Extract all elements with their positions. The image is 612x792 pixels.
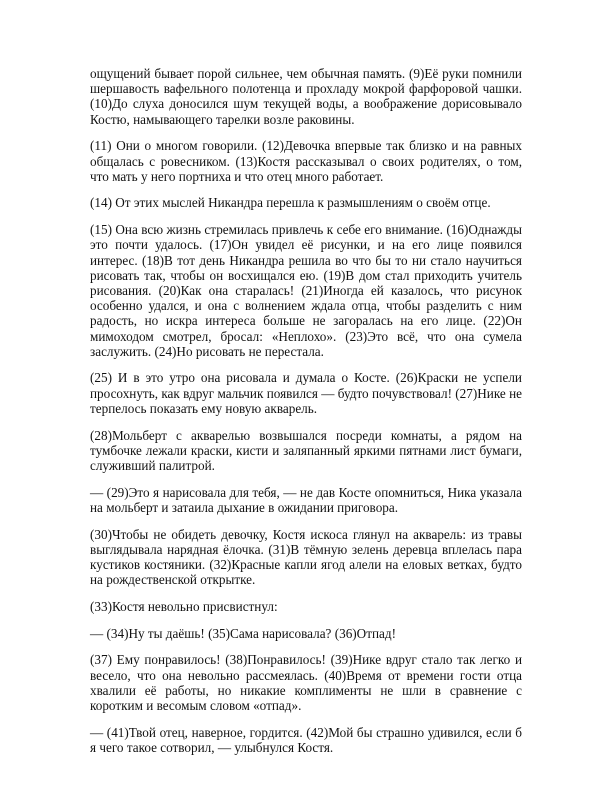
paragraph-11: (37) Ему понравилось! (38)Понравилось! (39)Нике вдруг стало так легко и весело, что она невольно рассмеялась. (40)Время от времени гости отца хвалили её работы, но никакие комплименты не шли в сравнение с коротким и весомым словом «отпад».: [90, 652, 522, 713]
paragraph-3: (14) От этих мыслей Никандра перешла к размышлениям о своём отце.: [90, 195, 491, 211]
paragraph-10: — (34)Ну ты даёшь! (35)Сама нарисовала? (36)Отпад!: [90, 625, 396, 641]
paragraph-8: (30)Чтобы не обидеть девочку, Костя искоса глянул на акварель: из травы выглядывала нарядная ёлочка. (31)В тёмную зелень деревца вплелась пара кустиков костяники. (32)Красные капли ягод алели на еловых ветках, будто на рождественской открытке.: [90, 526, 522, 588]
paragraph-2: (11) Они о многом говорили. (12)Девочка впервые так близко и на равных общалась с ровесником. (13)Костя рассказывал о своих родителях, о том, что мать у него портниха и что отец много работает.: [90, 138, 522, 184]
text-column: [90, 66, 522, 767]
paragraph-4: (15) Она всю жизнь стремилась привлечь к себе его внимание. (16)Однажды это почти удалось. (17)Он увидел её рисунки, и на его лице появился интерес. (18)В тот день Никандра решила во что бы то ни стало научиться рисовать так, чтобы он восхищался ею. (19)В дом стал приходить учитель рисования. (20)Как она старалась! (21)Иногда ей казалось, что рисунок особенно удался, и она с волнением ждала отца, чтобы разделить с ним радость, но искра интереса больше не загоралась на его лице. (22)Он мимоходом смотрел, бросал: «Неплохо». (23)Это всё, что она сумела заслужить. (24)Но рисовать не перестала.: [90, 222, 522, 359]
paragraph-6: (28)Мольберт с акварелью возвышался посреди комнаты, а рядом на тумбочке лежали краски, кисти и заляпанный яркими пятнами лист бумаги, служивший палитрой.: [90, 427, 522, 473]
paragraph-1: ощущений бывает порой сильнее, чем обычная память. (9)Её руки помнили шершавость вафельного полотенца и прохладу мокрой фарфоровой чашки. (10)До слуха доносился шум текущей воды, а воображение дорисовывало Костю, намывающего тарелки возле раковины.: [90, 66, 522, 127]
paragraph-12: — (41)Твой отец, наверное, гордится. (42)Мой бы страшно удивился, если б я чего такое сотворил, — улыбнулся Костя.: [90, 724, 522, 755]
paragraph-7: — (29)Это я нарисовала для тебя, — не дав Косте опомниться, Ника указала на мольберт и затаила дыхание в ожидании приговора.: [90, 484, 522, 515]
paragraph-9: (33)Костя невольно присвистнул:: [90, 598, 278, 614]
paragraph-5: (25) И в это утро она рисовала и думала о Косте. (26)Краски не успели просохнуть, как вдруг мальчик появился — будто почувствовал! (27)Нике не терпелось показать ему новую акварель.: [90, 370, 522, 416]
